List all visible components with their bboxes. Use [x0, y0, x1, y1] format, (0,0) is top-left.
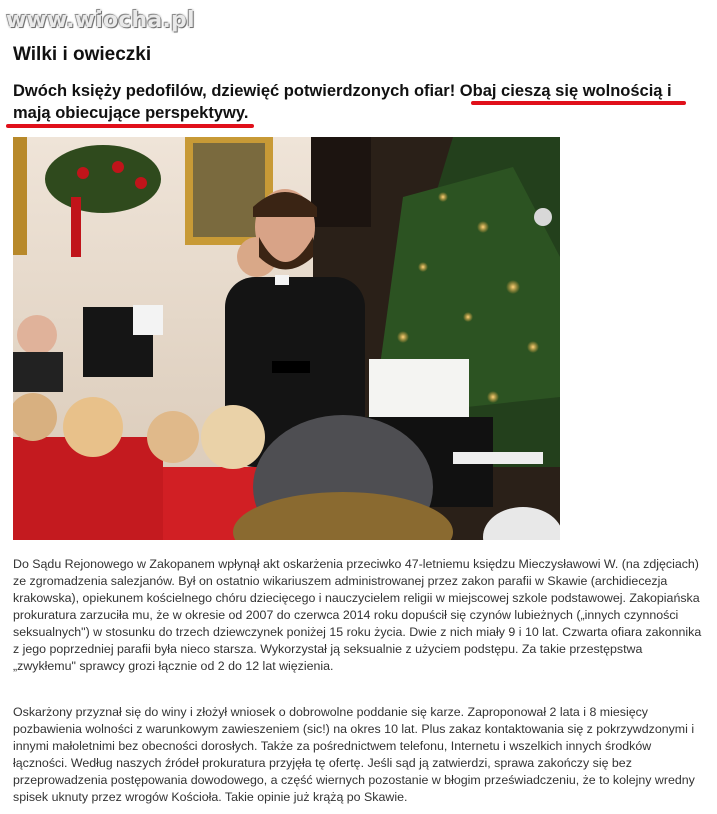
paragraph-2-text: Oskarżony przyznał się do winy i złożył wniosek o dobrowolne poddanie się karze. Zaproponował 2 lata i 8 miesięcy pozbawienia wolności z warunkowym zawieszeniem (sic!) na okres 10 lat. Plus zakaz kontaktowania się z pokrzywdzonymi i innymi małoletnimi bez obecności dorosłych. Także za pośrednictwem telefonu, Internetu i wszelkich innych środków łączności. Według naszych źródeł prokuratura przyjęła tę ofertę. Jeśli sąd ją zatwierdzi, sprawa zakończy się bez przeprowadzenia postępowania dowodowego, a część wiernych pozostanie w błogim przeświadczeniu, że to kolejny wredny spisek uknuty przez wrogów Kościoła. Takie opinie już krążą po Skawie.: [13, 705, 695, 804]
watermark-logo: www.wiocha.pl: [6, 8, 195, 33]
article-title: Wilki i owieczki: [13, 44, 152, 65]
article-paragraph-2: [13, 704, 708, 806]
lead-text: Dwóch księży pedofilów, dziewięć potwierdzonych ofiar!: [13, 82, 460, 100]
article-photo: [13, 137, 560, 540]
highlight-underline-1: [471, 101, 686, 105]
censor-bar: [272, 361, 310, 373]
paragraph-1-text: Do Sądu Rejonowego w Zakopanem wpłynął akt oskarżenia przeciwko 47-letniemu księdzu Mieczysławowi W. (na zdjęciach) ze zgromadzenia salezjanów. Był on ostatnio wikariuszem administrowanej przez zakon parafii w Skawie (archidiecezja krakowska), opiekunem kościelnego chóru dziecięcego i nauczycielem religii w miejscowej szkole podstawowej. Zakopiańska prokuratura zarzuciła mu, że w okresie od 2007 do czerwca 2014 roku dopuścił się czynów lubieżnych („innych czynności seksualnych") w stosunku do trzech dziewczynek poniżej 15 roku życia. Dwie z nich miały 9 i 10 lat. Czwarta ofiara zakonnika z jego poprzedniej parafii była nieco starsza. Wykorzystał ją seksualnie z użyciem podstępu. Za takie przestępstwa „zwykłemu" sprawcy grozi łącznie od 2 do 12 lat więzienia.: [13, 557, 702, 673]
article-paragraph-1: [13, 556, 708, 675]
lead-highlight: Obaj cieszą się wolnością i mają obiecujące perspektywy: [13, 82, 672, 122]
photo-priest-christmas-icon: [13, 137, 560, 540]
highlight-underline-2: [6, 124, 254, 128]
lead-end: .: [243, 104, 249, 122]
